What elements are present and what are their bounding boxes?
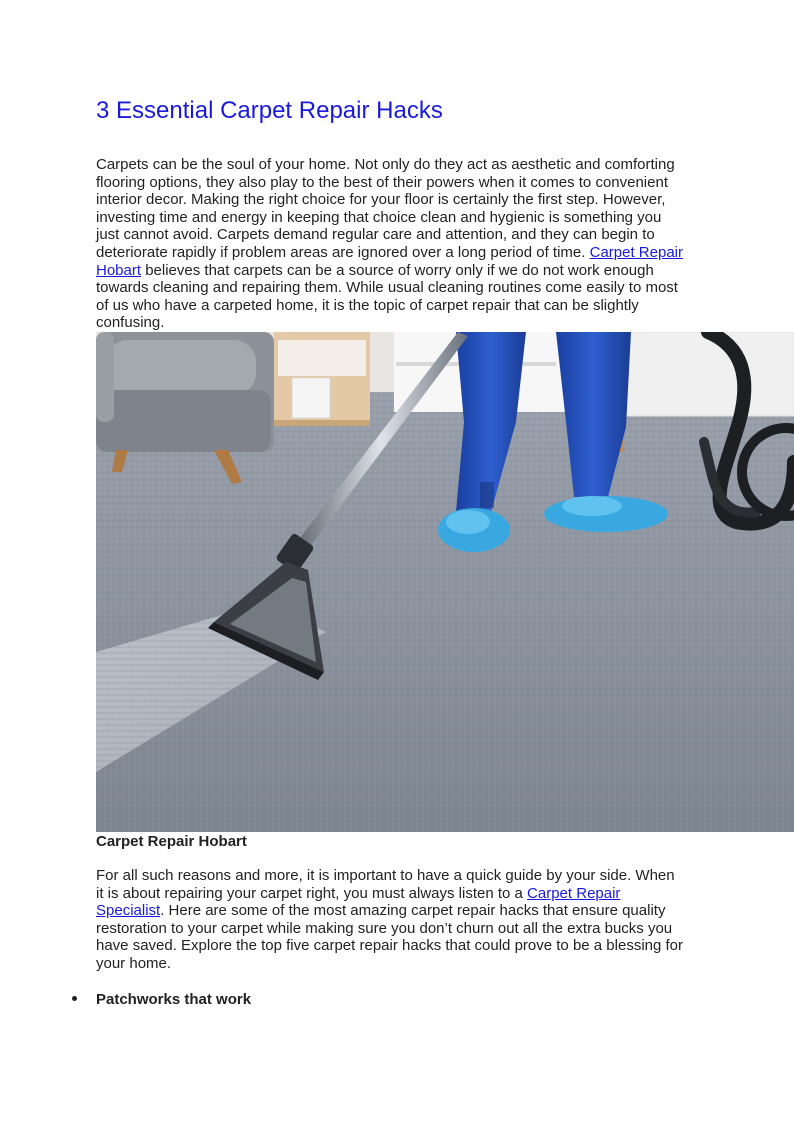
carpet-repair-hobart-link[interactable]: Carpet Repair xyxy=(589,243,683,261)
paragraph-line-with-link xyxy=(96,885,706,903)
intro-line: just cannot avoid. Carpets demand regular care and attention, and they can begin to xyxy=(96,226,655,244)
intro-line: confusing. xyxy=(96,314,165,332)
carpet-repair-hobart-link-continued[interactable]: Hobart xyxy=(96,261,142,279)
list-item-label: Patchworks that work xyxy=(96,991,252,1008)
image-caption: Carpet Repair Hobart xyxy=(96,833,247,850)
intro-line-with-link xyxy=(96,262,706,280)
paragraph-line-with-link xyxy=(96,902,706,920)
paragraph-line: restoration to your carpet while making sure you don’t churn out all the extra bucks you xyxy=(96,919,673,937)
paragraph-line: your home. xyxy=(96,954,172,972)
paragraph-line: have saved. Explore the top five carpet repair hacks that could prove to be a blessing for xyxy=(96,937,684,955)
intro-line-text: deteriorate rapidly if problem areas are ignored over a long period of time. xyxy=(96,243,590,261)
carpet-cleaning-photo xyxy=(96,332,794,832)
second-paragraph xyxy=(96,867,706,973)
intro-line: investing time and energy in keeping that choice clean and hygienic is something you xyxy=(96,208,662,226)
carpet-repair-specialist-link[interactable]: Carpet Repair xyxy=(527,884,621,902)
intro-line: towards cleaning and repairing them. While usual cleaning routines come easily to most xyxy=(96,279,678,297)
article-title: 3 Essential Carpet Repair Hacks xyxy=(96,97,443,124)
intro-line: interior decor. Making the right choice for your floor is certainly the first step. However, xyxy=(96,191,666,209)
hacks-list xyxy=(72,990,251,1010)
bullet-icon xyxy=(72,996,77,1001)
intro-line: Carpets can be the soul of your home. Not only do they act as aesthetic and comforting xyxy=(96,156,675,173)
carpet-repair-specialist-link-continued[interactable]: Specialist xyxy=(96,902,161,920)
paragraph-line-text: it is about repairing your carpet right, you must always listen to a xyxy=(96,884,528,902)
intro-line-with-link xyxy=(96,244,706,262)
carpet-cleaning-illustration xyxy=(96,332,794,832)
intro-line: flooring options, they also play to the best of their powers when it comes to convenient xyxy=(96,173,668,191)
intro-paragraph xyxy=(96,156,706,332)
paragraph-line-text: . Here are some of the most amazing carpet repair hacks that ensure quality xyxy=(160,902,666,920)
intro-line: of us who have a carpeted home, it is the topic of carpet repair that can be slightly xyxy=(96,296,639,314)
list-item xyxy=(72,990,251,1010)
intro-line-text: believes that carpets can be a source of worry only if we do not work enough xyxy=(145,261,654,279)
paragraph-line: For all such reasons and more, it is important to have a quick guide by your side. When xyxy=(96,867,675,884)
